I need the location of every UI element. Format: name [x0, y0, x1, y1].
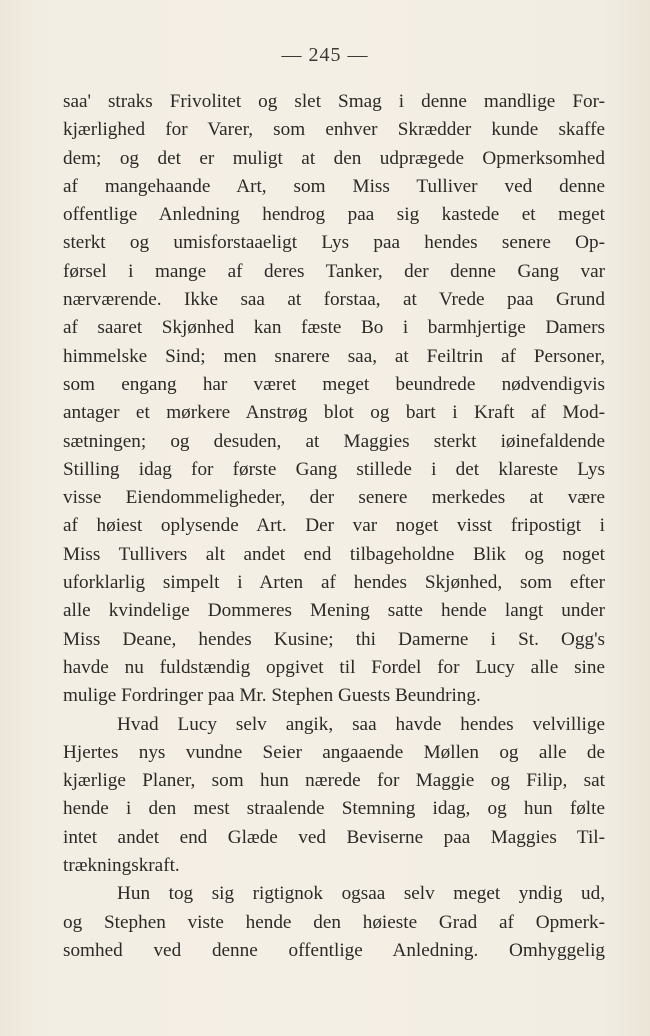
text-line: af saaret Skjønhed kan fæste Bo i barmhjertige Damers	[63, 317, 605, 339]
text-line: kjærlighed for Varer, som enhver Skrædder kunde skaffe	[63, 119, 605, 141]
text-line: offentlige Anledning hendrog paa sig kastede et meget	[63, 204, 605, 226]
text-line: visse Eiendommeligheder, der senere merkedes at være	[63, 487, 605, 509]
text-line: antager et mørkere Anstrøg blot og bart i Kraft af Mod-	[63, 402, 605, 424]
text-line: Hjertes nys vundne Seier angaaende Møllen og alle de	[63, 741, 605, 763]
text-line: Miss Tullivers alt andet end tilbageholdne Blik og noget	[63, 543, 605, 565]
text-line: somhed ved denne offentlige Anledning. Omhyggelig	[63, 939, 605, 961]
page-number: — 245 —	[281, 44, 369, 66]
text-line: af mangehaande Art, som Miss Tulliver ved denne	[63, 175, 605, 197]
text-line: intet andet end Glæde ved Beviserne paa Maggies Til-	[63, 826, 605, 848]
text-line: og Stephen viste hende den høieste Grad af Opmerk-	[63, 911, 605, 933]
paragraph-3	[63, 880, 605, 965]
text-line: førsel i mange af deres Tanker, der denne Gang var	[63, 260, 605, 282]
text-line: hende i den mest straalende Stemning idag, og hun følte	[63, 798, 605, 820]
text-line: uforklarlig simpelt i Arten af hendes Skjønhed, som efter	[63, 572, 605, 594]
text-line: dem; og det er muligt at den udprægede Opmerksomhed	[63, 147, 605, 169]
text-line: sætningen; og desuden, at Maggies sterkt iøinefaldende	[63, 430, 605, 452]
text-line: nærværende. Ikke saa at forstaa, at Vrede paa Grund	[63, 289, 605, 311]
text-line: trækningskraft.	[63, 855, 180, 877]
text-line: saa' straks Frivolitet og slet Smag i denne mandlige For-	[63, 91, 605, 112]
text-line: alle kvindelige Dommeres Mening satte hende langt under	[63, 600, 605, 622]
text-line: Hun tog sig rigtignok ogsaa selv meget yndig ud,	[117, 883, 605, 905]
text-line: kjærlige Planer, som hun nærede for Maggie og Filip, sat	[63, 770, 605, 792]
body-text	[63, 88, 605, 965]
text-line: som engang har været meget beundrede nødvendigvis	[63, 373, 605, 395]
paragraph-1	[63, 88, 605, 711]
text-line: Hvad Lucy selv angik, saa havde hendes velvillige	[117, 713, 605, 735]
text-line: Miss Deane, hendes Kusine; thi Damerne i St. Ogg's	[63, 628, 605, 650]
text-line: sterkt og umisforstaaeligt Lys paa hendes senere Op-	[63, 232, 605, 254]
text-line: himmelske Sind; men snarere saa, at Feiltrin af Personer,	[63, 345, 605, 367]
text-line: havde nu fuldstændig opgivet til Fordel for Lucy alle sine	[63, 656, 605, 678]
paragraph-2	[63, 711, 605, 881]
text-line: af høiest oplysende Art. Der var noget visst fripostigt i	[63, 515, 605, 537]
text-line: Stilling idag for første Gang stillede i det klareste Lys	[63, 458, 605, 480]
text-line: mulige Fordringer paa Mr. Stephen Guests Beundring.	[63, 685, 481, 707]
